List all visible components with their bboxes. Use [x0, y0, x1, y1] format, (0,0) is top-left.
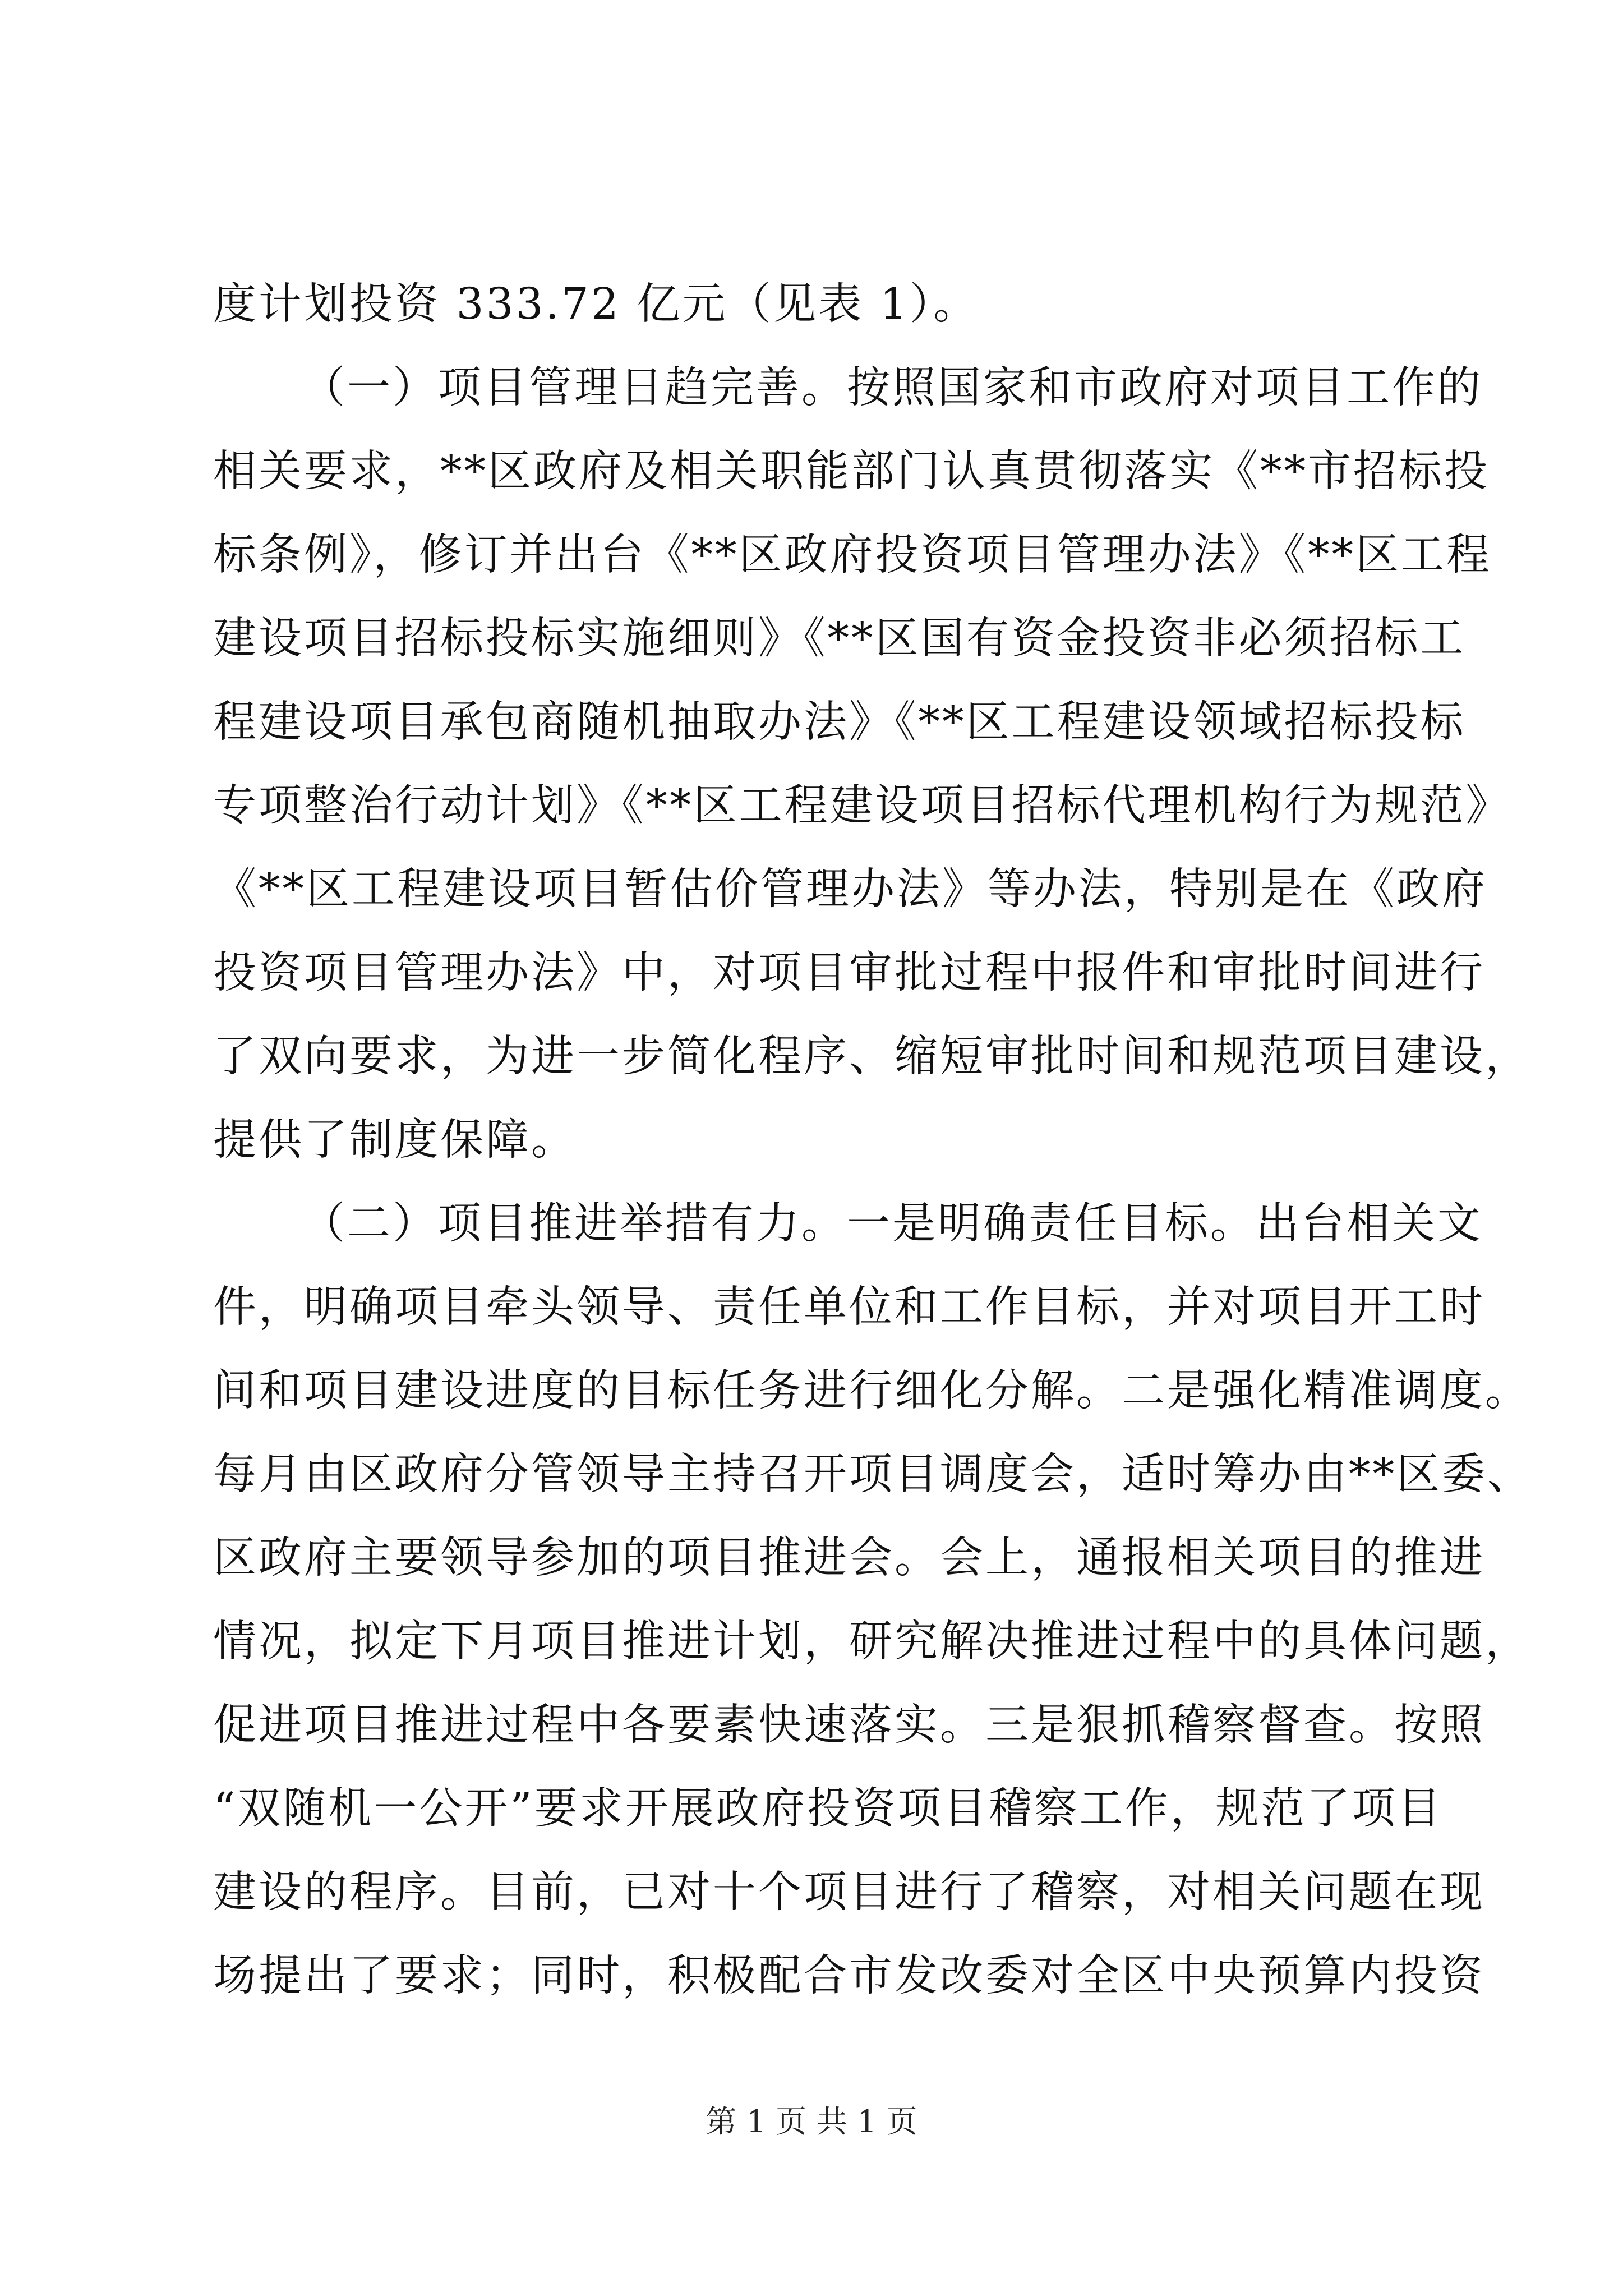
page-footer: [0, 2099, 1623, 2144]
page-number-label: 第 1 页 共 1 页: [706, 2104, 917, 2139]
text-line: 度计划投资 333.72 亿元（见表 1）。: [213, 279, 979, 329]
text-line: 情况，拟定下月项目推进计划，研究解决推进过程中的具体问题，: [213, 1617, 1530, 1667]
text-line: 标条例》，修订并出台《**区政府投资项目管理办法》《**区工程: [213, 530, 1492, 580]
text-line: 每月由区政府分管领导主持召开项目调度会，适时筹办由**区委、: [213, 1450, 1533, 1499]
text-line: 建设项目招标投标实施细则》《**区国有资金投资非必须招标工: [213, 614, 1466, 664]
text-line: 了双向要求，为进一步简化程序、缩短审批时间和规范项目建设，: [213, 1032, 1530, 1082]
paragraph-start-line: （二）项目推进举措有力。一是明确责任目标。出台相关文: [302, 1199, 1483, 1249]
text-line: 《**区工程建设项目暂估价管理办法》等办法，特别是在《政府: [213, 864, 1487, 914]
text-line: 专项整治行动计划》《**区工程建设项目招标代理机构行为规范》: [213, 781, 1511, 831]
text-line: 相关要求，**区政府及相关职能部门认真贯彻落实《**市招标投: [213, 447, 1490, 496]
text-line: 投资项目管理办法》中，对项目审批过程中报件和审批时间进行: [213, 948, 1485, 998]
text-line: 促进项目推进过程中各要素快速落实。三是狠抓稽察督查。按照: [213, 1700, 1485, 1750]
text-line: 区政府主要领导参加的项目推进会。会上，通报相关项目的推进: [213, 1533, 1485, 1583]
text-line: “双随机一公开”要求开展政府投资项目稽察工作，规范了项目: [213, 1784, 1443, 1834]
text-line: 间和项目建设进度的目标任务进行细化分解。二是强化精准调度。: [213, 1366, 1530, 1416]
text-line: 建设的程序。目前，已对十个项目进行了稽察，对相关问题在现: [213, 1867, 1485, 1917]
text-line: 件，明确项目牵头领导、责任单位和工作目标，并对项目开工时: [213, 1282, 1485, 1332]
text-line: 提供了制度保障。: [213, 1115, 577, 1165]
text-line: 场提出了要求；同时，积极配合市发改委对全区中央预算内投资: [213, 1951, 1485, 2001]
paragraph-start-line: （一）项目管理日趋完善。按照国家和市政府对项目工作的: [302, 363, 1483, 413]
text-line: 程建设项目承包商随机抽取办法》《**区工程建设领域招标投标: [213, 697, 1466, 747]
document-body: [213, 263, 1533, 2018]
